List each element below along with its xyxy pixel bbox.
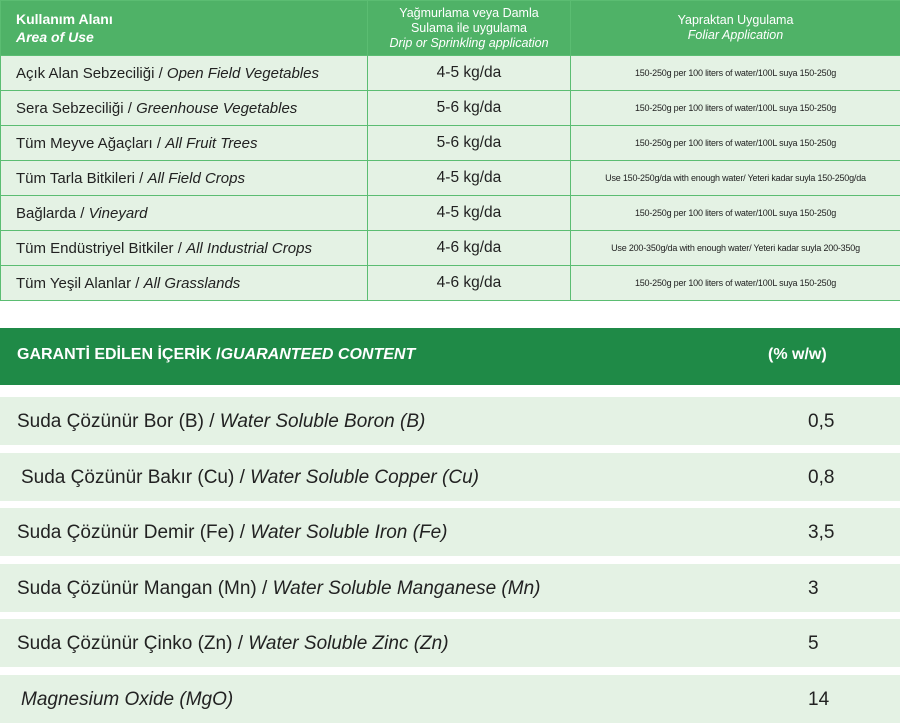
content-row	[0, 508, 900, 556]
nutrient-name-en: Magnesium Oxide (MgO)	[21, 689, 234, 710]
usage-table	[0, 0, 900, 301]
nutrient-name-tr: Suda Çözünür Çinko (Zn) /	[17, 633, 243, 654]
area-tr: Açık Alan Sebzeciliği	[16, 64, 155, 82]
nutrient-name-tr: Suda Çözünür Demir (Fe) /	[17, 522, 246, 543]
nutrient-value: 0,8	[808, 467, 835, 488]
area-cell: Tüm Tarla Bitkileri / All Field Crops	[1, 161, 368, 196]
header-soil-tr-2: Sulama ile uygulama	[410, 20, 528, 35]
table-row	[1, 266, 900, 301]
nutrient-value: 3,5	[808, 522, 835, 543]
header-foliar-tr: Yapraktan Uygulama	[677, 13, 794, 27]
nutrient-name-en: Water Soluble Copper (Cu)	[250, 467, 479, 488]
area-cell: Bağlarda / Vineyard	[1, 196, 368, 231]
header-soil-tr-1: Yağmurlama veya Damla	[399, 5, 539, 20]
nutrient-name	[21, 467, 479, 489]
area-tr: Bağlarda	[16, 204, 77, 222]
table-row	[1, 126, 900, 161]
area-cell: Tüm Yeşil Alanlar / All Grasslands	[1, 266, 368, 301]
nutrient-name-en: Water Soluble Manganese (Mn)	[272, 578, 541, 599]
content-row	[0, 564, 900, 612]
nutrient-value: 5	[808, 633, 819, 654]
nutrient-name	[17, 633, 449, 655]
content-title-en: GUARANTEED CONTENT	[220, 346, 416, 363]
content-row	[0, 675, 900, 723]
content-row	[0, 397, 900, 445]
nutrient-name	[21, 689, 233, 711]
header-foliar-en: Foliar Application	[687, 28, 784, 42]
area-tr: Tüm Yeşil Alanlar	[16, 274, 132, 292]
nutrient-name-en: Water Soluble Boron (B)	[219, 411, 426, 432]
soil-dose: 5-6 kg/da	[368, 91, 571, 126]
area-cell: Tüm Meyve Ağaçları / All Fruit Trees	[1, 126, 368, 161]
foliar-dose: 150-250g per 100 liters of water/100L suya 150-250g	[571, 266, 900, 301]
table-row	[1, 161, 900, 196]
soil-dose: 5-6 kg/da	[368, 126, 571, 161]
area-en: All Industrial Crops	[186, 239, 312, 257]
foliar-dose: 150-250g per 100 liters of water/100L suya 150-250g	[571, 126, 900, 161]
content-title	[17, 346, 415, 364]
content-row	[0, 619, 900, 667]
area-en: Greenhouse Vegetables	[136, 99, 298, 117]
header-soil	[368, 1, 571, 56]
foliar-dose: 150-250g per 100 liters of water/100L suya 150-250g	[571, 56, 900, 91]
area-en: All Grasslands	[143, 274, 241, 292]
guaranteed-content-header	[0, 328, 900, 385]
area-en: Vineyard	[88, 204, 148, 222]
header-soil-en: Drip or Sprinkling application	[389, 35, 549, 50]
area-tr: Tüm Endüstriyel Bitkiler	[16, 239, 174, 257]
nutrient-name-en: Water Soluble Zinc (Zn)	[248, 633, 449, 654]
table-row	[1, 196, 900, 231]
area-cell: Açık Alan Sebzeciliği / Open Field Vegetables	[1, 56, 368, 91]
nutrient-name	[17, 411, 425, 433]
header-area-tr: Kullanım Alanı	[16, 11, 113, 27]
nutrient-name	[17, 578, 540, 600]
area-en: Open Field Vegetables	[166, 64, 319, 82]
area-en: All Fruit Trees	[165, 134, 258, 152]
content-title-tr: GARANTİ EDİLEN İÇERİK /	[17, 346, 221, 363]
header-area-en: Area of Use	[16, 29, 94, 45]
nutrient-name-en: Water Soluble Iron (Fe)	[250, 522, 448, 543]
table-row	[1, 231, 900, 266]
area-tr: Sera Sebzeciliği	[16, 99, 124, 117]
nutrient-name-tr: Suda Çözünür Bor (B) /	[17, 411, 215, 432]
nutrient-name-tr: Suda Çözünür Bakır (Cu) /	[21, 467, 245, 488]
area-tr: Tüm Meyve Ağaçları	[16, 134, 153, 152]
header-foliar	[571, 1, 900, 56]
foliar-dose: 150-250g per 100 liters of water/100L suya 150-250g	[571, 196, 900, 231]
soil-dose: 4-6 kg/da	[368, 266, 571, 301]
nutrient-value: 14	[808, 689, 830, 710]
area-en: All Field Crops	[147, 169, 245, 187]
soil-dose: 4-5 kg/da	[368, 196, 571, 231]
nutrient-name	[17, 522, 447, 544]
area-cell: Sera Sebzeciliği / Greenhouse Vegetables	[1, 91, 368, 126]
area-tr: Tüm Tarla Bitkileri	[16, 169, 135, 187]
nutrient-name-tr: Suda Çözünür Mangan (Mn) /	[17, 578, 268, 599]
soil-dose: 4-5 kg/da	[368, 56, 571, 91]
content-row	[0, 453, 900, 501]
soil-dose: 4-5 kg/da	[368, 161, 571, 196]
usage-header-row	[1, 1, 900, 56]
foliar-dose: Use 150-250g/da with enough water/ Yeteri kadar suyla 150-250g/da	[571, 161, 900, 196]
soil-dose: 4-6 kg/da	[368, 231, 571, 266]
nutrient-value: 0,5	[808, 411, 835, 432]
table-row	[1, 91, 900, 126]
content-unit: (% w/w)	[768, 346, 827, 363]
foliar-dose: 150-250g per 100 liters of water/100L suya 150-250g	[571, 91, 900, 126]
area-cell: Tüm Endüstriyel Bitkiler / All Industrial Crops	[1, 231, 368, 266]
header-area	[1, 1, 368, 56]
table-row	[1, 56, 900, 91]
nutrient-value: 3	[808, 578, 819, 599]
foliar-dose: Use 200-350g/da with enough water/ Yeteri kadar suyla 200-350g	[571, 231, 900, 266]
